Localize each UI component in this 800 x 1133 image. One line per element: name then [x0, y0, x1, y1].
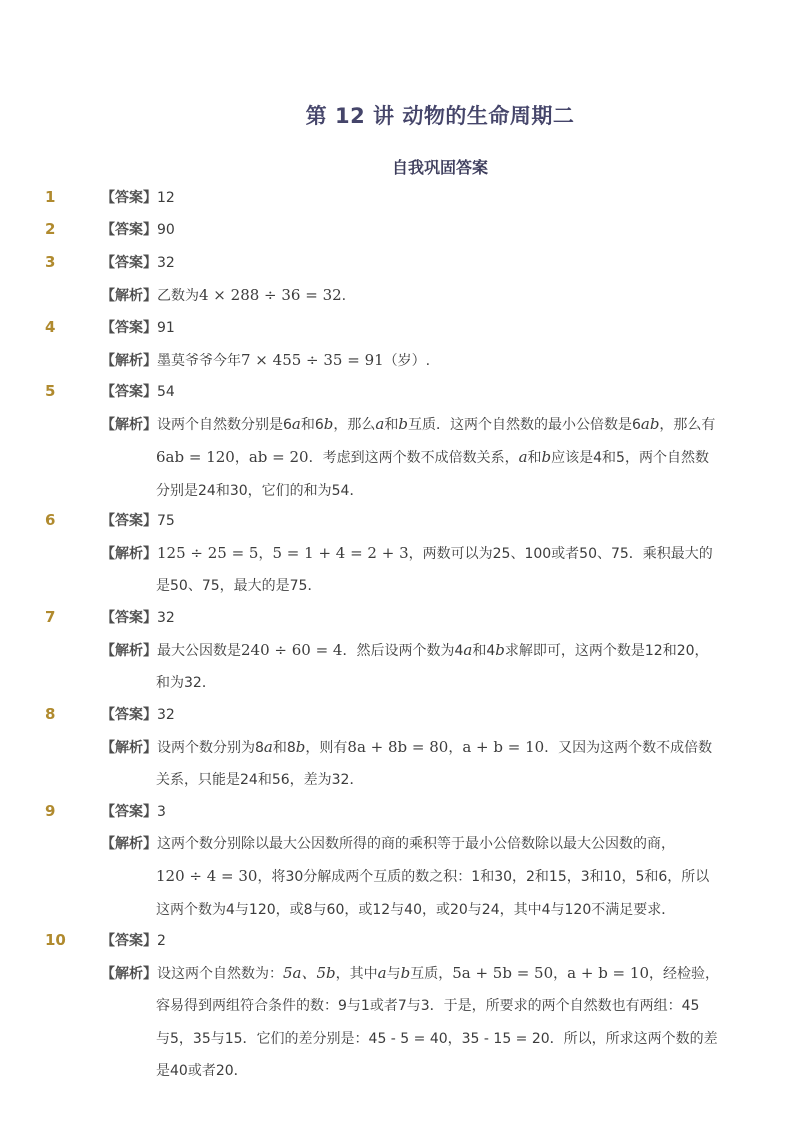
- explanation-text: 设这两个自然数为：: [157, 966, 283, 982]
- analysis-label: 【解析】: [101, 643, 157, 659]
- explanation-text: 是40或者20．: [156, 1063, 248, 1080]
- math-expression: 240 ÷ 60 = 4: [241, 641, 343, 659]
- answer-value: 32: [157, 255, 175, 271]
- explanation-text: ，: [553, 966, 568, 982]
- question-number: 8: [45, 705, 56, 723]
- explanation-text: ，其中: [335, 966, 378, 982]
- math-expression: 6ab = 120: [156, 448, 235, 467]
- answer-label: 【答案】: [101, 320, 157, 336]
- explanation-text: ，: [448, 740, 463, 756]
- explanation-text: ．考虑到这两个数不成倍数关系，: [308, 450, 519, 467]
- explanation-text: 与5，35与15．它们的差分别是：45 - 5 = 40，35 - 15 = 20．所以，所求这两个数的差: [156, 1030, 718, 1047]
- answer-row: [101, 699, 730, 731]
- answer-label: 【答案】: [101, 513, 157, 529]
- math-expression: 5a + 5b = 50: [452, 964, 554, 982]
- question-number: 1: [45, 188, 56, 206]
- explanation-text: 与: [386, 966, 401, 982]
- explanation-text: .: [341, 288, 347, 304]
- answer-row: [101, 247, 730, 279]
- math-var: b: [541, 448, 552, 467]
- math-expression: ab = 20: [248, 448, 309, 467]
- explanation-text: ，经检验，: [648, 966, 719, 982]
- answer-value: 91: [157, 320, 175, 336]
- question-number: 3: [45, 253, 56, 271]
- explanation-text: 这两个数为4与120，或8与60，或12与40，或20与24，其中4与120不满足要求．: [156, 901, 676, 918]
- math-var: b: [323, 415, 334, 433]
- math-var: a: [291, 415, 301, 433]
- explanation-text: 和6: [300, 417, 324, 433]
- analysis-label: 【解析】: [101, 417, 157, 433]
- explanation-text: 互质．这两个自然数的最小公倍数是6: [407, 417, 641, 433]
- math-var: b: [400, 964, 411, 982]
- explanation-block: [101, 731, 730, 797]
- explanation-block: [101, 634, 730, 700]
- math-expression: 125 ÷ 25 = 5: [157, 544, 259, 562]
- explanation-block: [101, 344, 730, 377]
- math-var: b: [495, 641, 505, 659]
- explanation-text: ，两数可以为25、100或者50、75．乘积最大的: [408, 546, 713, 562]
- explanation-block: [101, 279, 730, 312]
- answer-label: 【答案】: [101, 610, 157, 626]
- explanation-text: 和4: [472, 643, 496, 659]
- answer-value: 12: [157, 190, 175, 206]
- analysis-label: 【解析】: [101, 546, 157, 562]
- explanation-text: 关系，只能是24和56，差为32．: [156, 772, 364, 789]
- explanation-text: 分别是24和30，它们的和为54．: [156, 482, 364, 499]
- answer-label: 【答案】: [101, 933, 157, 949]
- explanation-text: 墨莫爷爷今年: [157, 353, 241, 369]
- answer-value: 32: [157, 610, 175, 626]
- explanation-text: ．然后设两个数为4: [342, 643, 464, 659]
- math-expression: 8a + 8b = 80: [347, 738, 449, 756]
- question-number: 2: [45, 220, 56, 238]
- answer-label: 【答案】: [101, 255, 157, 271]
- math-var: a: [463, 641, 473, 659]
- answer-value: 2: [157, 933, 166, 949]
- explanation-text: ，将30分解成两个互质的数之积：1和30，2和15，3和10，5和6，所以: [257, 869, 710, 886]
- explanation-text: 互质，: [410, 966, 453, 982]
- math-expression: a + b = 10: [567, 964, 649, 982]
- answer-row: [101, 602, 730, 634]
- analysis-label: 【解析】: [101, 288, 157, 304]
- explanation-block: [101, 537, 730, 603]
- math-expression: 7 × 455 ÷ 35 = 91: [241, 351, 384, 369]
- question-number: 6: [45, 511, 56, 529]
- math-expression: a + b = 10: [462, 738, 545, 756]
- analysis-label: 【解析】: [101, 353, 157, 369]
- math-var: a: [518, 448, 528, 467]
- math-var: a: [377, 964, 387, 982]
- explanation-block: [101, 408, 730, 507]
- explanation-text: 求解即可，这两个数是12和20，: [504, 643, 709, 659]
- answer-label: 【答案】: [101, 384, 157, 400]
- math-var: a: [375, 415, 385, 433]
- explanation-block: [101, 957, 730, 1088]
- explanation-text: 设两个自然数分别是6: [157, 417, 292, 433]
- math-expression: 5 = 1 + 4 = 2 + 3: [272, 544, 409, 562]
- explanation-text: 设两个数分别为8: [157, 740, 264, 756]
- answer-value: 3: [157, 804, 166, 820]
- math-var: b: [295, 738, 306, 756]
- explanation-text: 和8: [272, 740, 296, 756]
- explanation-text: ．又因为这两个数不成倍数: [544, 740, 713, 756]
- question-number: 9: [45, 802, 56, 820]
- page-title: 第 12 讲 动物的生命周期二: [305, 104, 575, 128]
- analysis-label: 【解析】: [101, 836, 157, 852]
- analysis-label: 【解析】: [101, 966, 157, 982]
- math-expression: 4 × 288 ÷ 36 = 32: [199, 286, 342, 304]
- answer-label: 【答案】: [101, 804, 157, 820]
- answer-value: 90: [157, 222, 175, 238]
- question-number: 4: [45, 318, 56, 336]
- explanation-text: 乙数为: [157, 288, 199, 304]
- math-expression: 120 ÷ 4 = 30: [156, 867, 258, 886]
- math-expression: 5a、5b: [283, 964, 336, 982]
- answer-row: [101, 182, 730, 214]
- explanation-text: 最大公因数是: [157, 643, 241, 659]
- explanation-text: 和: [527, 450, 542, 467]
- explanation-text: 和为32．: [156, 675, 216, 692]
- answer-value: 32: [157, 707, 175, 723]
- explanation-text: ，则有: [305, 740, 348, 756]
- math-var: b: [398, 415, 408, 433]
- math-var: ab: [640, 415, 660, 433]
- explanation-text: 容易得到两组符合条件的数：9与1或者7与3．于是，所要求的两个自然数也有两组：45: [156, 998, 700, 1015]
- answer-row: [101, 925, 730, 957]
- explanation-text: ，那么有: [659, 417, 716, 433]
- math-var: a: [263, 738, 273, 756]
- question-number: 7: [45, 608, 56, 626]
- explanation-text: ，: [258, 546, 273, 562]
- answer-row: [101, 214, 730, 246]
- answer-row: [101, 376, 730, 408]
- explanation-text: 这两个数分别除以最大公因数所得的商的乘积等于最小公倍数除以最大公因数的商，: [157, 836, 675, 852]
- explanation-text: 应该是4和5，两个自然数: [551, 450, 709, 467]
- answer-row: [101, 796, 730, 828]
- question-number: 5: [45, 382, 56, 400]
- explanation-text: （岁）.: [383, 353, 431, 369]
- question-number: 10: [45, 931, 66, 949]
- answer-row: [101, 505, 730, 537]
- explanation-text: ，: [234, 450, 249, 467]
- page-subtitle: 自我巩固答案: [391, 158, 488, 177]
- answer-value: 75: [157, 513, 175, 529]
- explanation-text: ，那么: [333, 417, 376, 433]
- answer-label: 【答案】: [101, 222, 157, 238]
- explanation-text: 是50、75，最大的是75．: [156, 578, 322, 595]
- explanation-block: [101, 828, 730, 926]
- answer-row: [101, 312, 730, 344]
- answer-label: 【答案】: [101, 190, 157, 206]
- analysis-label: 【解析】: [101, 740, 157, 756]
- answer-value: 54: [157, 384, 175, 400]
- explanation-text: 和: [384, 417, 399, 433]
- answer-label: 【答案】: [101, 707, 157, 723]
